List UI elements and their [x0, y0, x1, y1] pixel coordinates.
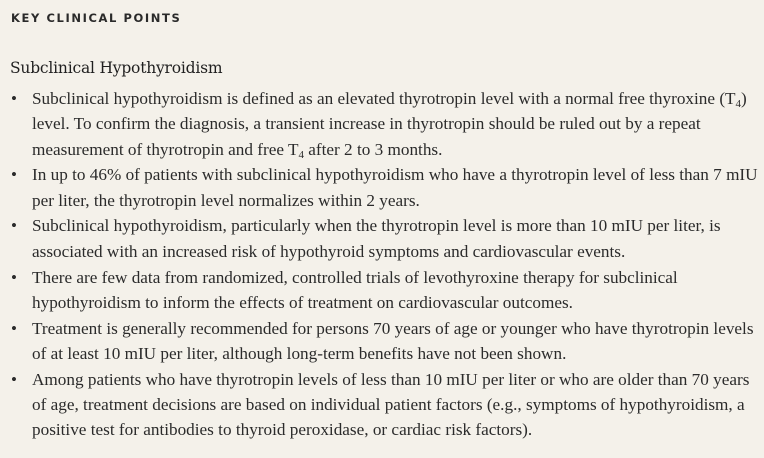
bullet-icon: • [11, 89, 17, 108]
bullet-icon: • [11, 267, 17, 287]
bullet-icon: • [11, 318, 17, 338]
list-item [10, 265, 760, 316]
key-points-list [10, 86, 760, 443]
subscript: 4 [298, 148, 304, 161]
point-text: There are few data from randomized, controlled trials of levothyroxine therapy for subclinical hypothyroidism to inform the effects of treatment on cardiovascular outcomes. [32, 267, 678, 312]
point-text-part: after 2 to 3 months. [303, 139, 443, 159]
list-item [10, 316, 760, 367]
list-item [10, 367, 760, 443]
list-item [10, 213, 760, 264]
subscript: 4 [735, 98, 742, 110]
list-item [10, 162, 760, 213]
list-item [10, 86, 760, 162]
point-text: Treatment is generally recommended for persons 70 years of age or younger who have thyrotropin levels of at least 10 mIU per liter, although long-term benefits have not been shown. [32, 318, 754, 363]
bullet-icon: • [11, 216, 17, 236]
point-text: In up to 46% of patients with subclinical hypothyroidism who have a thyrotropin level of less than 7 mIU per liter, the thyrotropin level normalizes within 2 years. [32, 165, 758, 210]
section-header: KEY CLINICAL POINTS [11, 11, 182, 25]
point-text-part: ) level. To confirm the diagnosis, a transient increase in thyrotropin should be ruled out by a repeat measurement of thyrotropin and free T [32, 89, 747, 159]
point-text: Among patients who have thyrotropin levels of less than 10 mIU per liter or who are older than 70 years of age, treatment decisions are based on individual patient factors (e.g., symptoms of hypothyroidism, a positive test for antibodies to thyroid peroxidase, or cardiac risk factors). [32, 369, 750, 440]
bullet-icon: • [11, 369, 17, 389]
bullet-icon: • [11, 165, 17, 185]
section-subtitle: Subclinical Hypothyroidism [10, 59, 223, 77]
point-text-part: Subclinical hypothyroidism is defined as an elevated thyrotropin level with a normal free thyroxine (T [32, 89, 736, 108]
point-text: Subclinical hypothyroidism, particularly when the thyrotropin level is more than 10 mIU per liter, is associated with an increased risk of hypothyroid symptoms and cardiovascular events. [32, 216, 721, 261]
